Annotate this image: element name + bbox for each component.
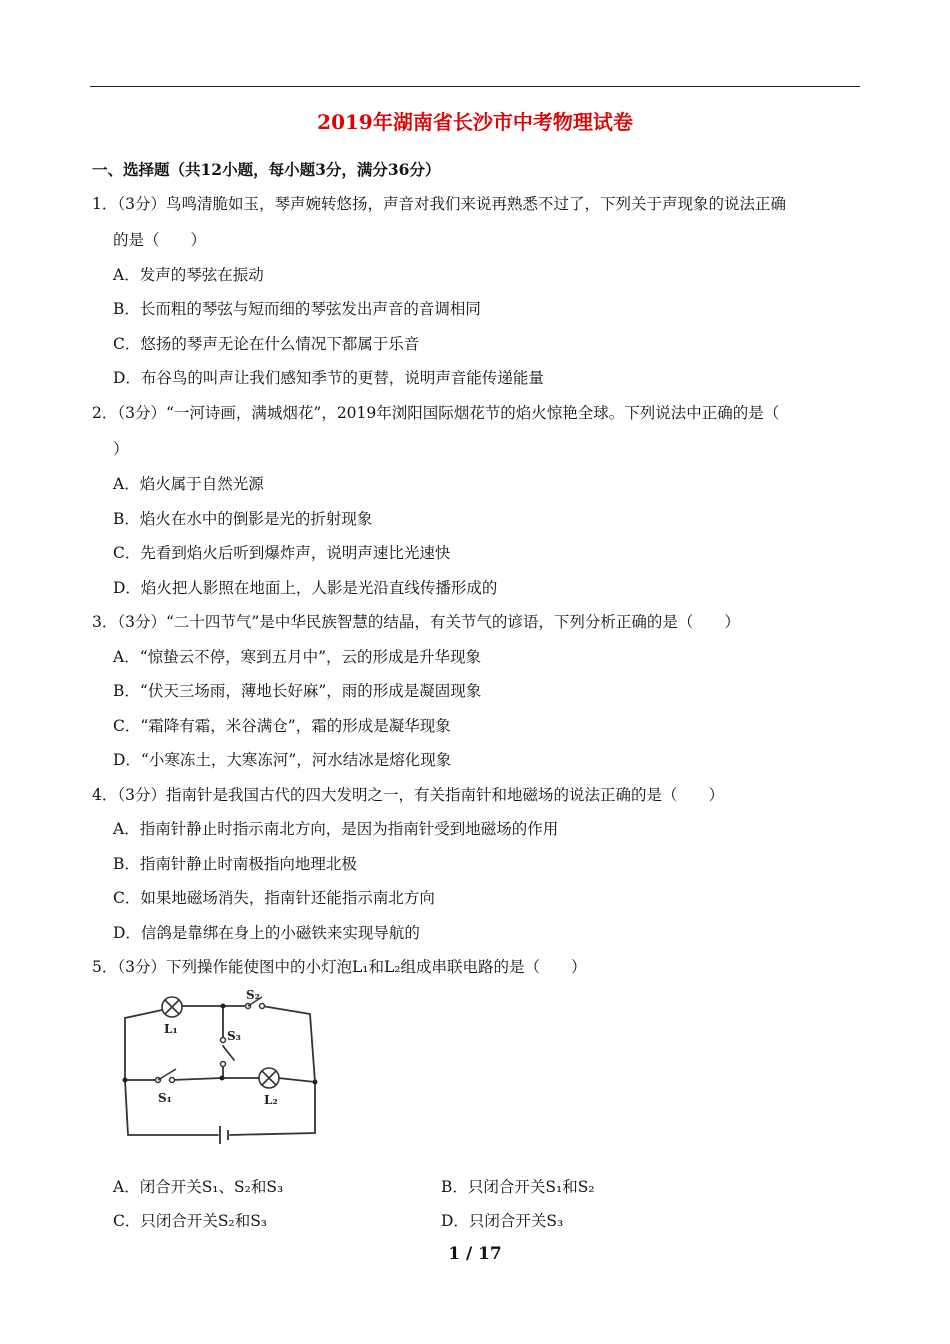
question-2-option-a: A．焰火属于自然光源 — [113, 475, 264, 493]
question-5-option-a: A．闭合开关S₁、S₂和S₃ — [113, 1178, 284, 1196]
question-1-option-b: B．长而粗的琴弦与短而细的琴弦发出声音的音调相同 — [113, 300, 481, 318]
label-s1: S₁ — [158, 1091, 172, 1105]
question-4-stem: 4．（3分）指南针是我国古代的四大发明之一，有关指南针和地磁场的说法正确的是（ ） — [92, 786, 724, 804]
question-3-option-d: D．“小寒冻土，大寒冻河”，河水结冰是熔化现象 — [113, 751, 452, 769]
question-4-option-a: A．指南针静止时指示南北方向，是因为指南针受到地磁场的作用 — [113, 820, 559, 838]
question-5-stem: 5．（3分）下列操作能使图中的小灯泡L₁和L₂组成串联电路的是（ ） — [92, 958, 587, 976]
question-5-option-c: C．只闭合开关S₂和S₃ — [113, 1212, 268, 1230]
question-2-stem: 2．（3分）“一河诗画，满城烟花”，2019年浏阳国际烟花节的焰火惊艳全球。下列说法中正确的是（ — [92, 404, 780, 422]
lamp-l2 — [259, 1068, 279, 1088]
header-rule — [90, 86, 860, 87]
label-l2: L₂ — [264, 1093, 278, 1107]
label-s3: S₃ — [227, 1029, 241, 1043]
question-4-option-c: C．如果地磁场消失，指南针还能指示南北方向 — [113, 889, 435, 907]
question-3-option-b: B．“伏天三场雨，薄地长好麻”，雨的形成是凝固现象 — [113, 682, 482, 700]
switch-s3 — [221, 1038, 226, 1067]
question-1-stem: 1．（3分）鸟鸣清脆如玉，琴声婉转悠扬，声音对我们来说再熟悉不过了，下列关于声现象的说法正确 — [92, 195, 786, 213]
switch-s1 — [156, 1069, 177, 1083]
question-5-option-b: B．只闭合开关S₁和S₂ — [441, 1178, 595, 1196]
question-1-option-a: A．发声的琴弦在振动 — [113, 266, 264, 284]
question-4-option-d: D．信鸽是靠绑在身上的小磁铁来实现导航的 — [113, 924, 420, 942]
page-title: 2019年湖南省长沙市中考物理试卷 — [317, 110, 633, 134]
circuit-diagram — [110, 990, 330, 1145]
question-2-option-b: B．焰火在水中的倒影是光的折射现象 — [113, 510, 373, 528]
question-1-option-d: D．布谷鸟的叫声让我们感知季节的更替，说明声音能传递能量 — [113, 369, 544, 387]
question-4-option-b: B．指南针静止时南极指向地理北极 — [113, 855, 357, 873]
question-1-stem-cont: 的是（ ） — [113, 231, 207, 249]
lamp-l1 — [162, 997, 182, 1017]
question-2-stem-cont: ） — [113, 440, 129, 458]
section-heading: 一、选择题（共12小题，每小题3分，满分36分） — [92, 160, 441, 179]
label-s2: S₂ — [246, 990, 260, 1002]
question-3-option-a: A．“惊蛰云不停，寒到五月中”，云的形成是升华现象 — [113, 648, 482, 666]
label-l1: L₁ — [164, 1022, 178, 1036]
question-3-option-c: C．“霜降有霜，米谷满仓”，霜的形成是凝华现象 — [113, 717, 451, 735]
question-2-option-c: C．先看到焰火后听到爆炸声，说明声速比光速快 — [113, 544, 451, 562]
question-1-option-c: C．悠扬的琴声无论在什么情况下都属于乐音 — [113, 335, 420, 353]
question-3-stem: 3．（3分）“二十四节气”是中华民族智慧的结晶，有关节气的谚语，下列分析正确的是（ ） — [92, 613, 740, 631]
question-5-option-d: D．只闭合开关S₃ — [441, 1212, 564, 1230]
battery — [220, 1126, 228, 1144]
page-number: 1 / 17 — [448, 1244, 502, 1264]
question-2-option-d: D．焰火把人影照在地面上，人影是光沿直线传播形成的 — [113, 579, 498, 597]
